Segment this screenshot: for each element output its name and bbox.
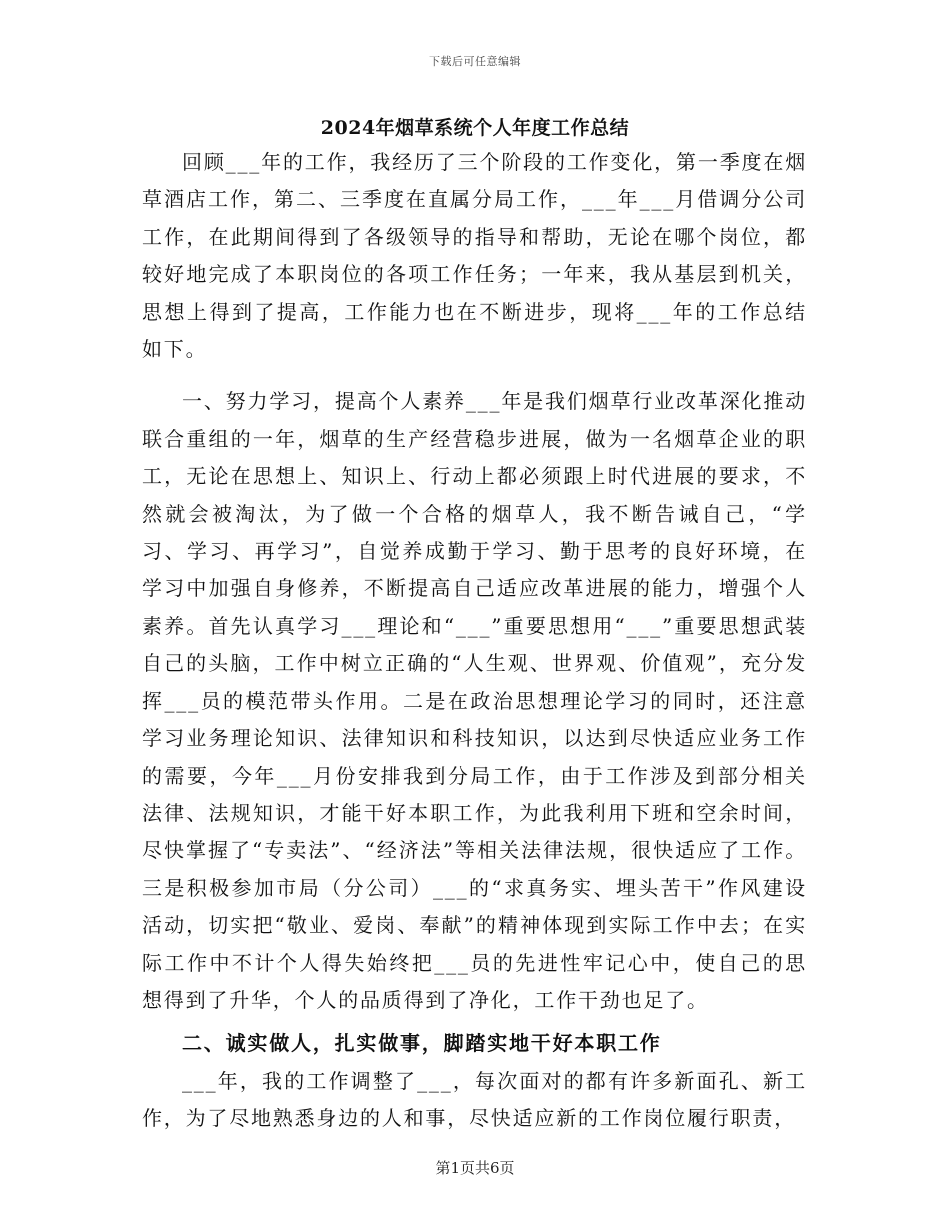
paragraph-intro: 回顾___年的工作，我经历了三个阶段的工作变化，第一季度在烟草酒店工作，第二、三季度在直属分局工作，___年___月借调分公司工作，在此期间得到了各级领导的指导和帮助，无论在哪个岗位，都较好地完成了本职岗位的各项工作任务；一年来，我从基层到机关，思想上得到了提高，工作能力也在不断进步，现将___年的工作总结如下。 [142,150,807,362]
page-indicator: 第1页共6页 [435,1159,515,1177]
paragraph-study: 一、努力学习，提高个人素养___年是我们烟草行业改革深化推动联合重组的一年，烟草的生产经营稳步进展，做为一名烟草企业的职工，无论在思想上、知识上、行动上都必须跟上时代进展的要求，不然就会被淘汰，为了做一个合格的烟草人，我不断告诫自己，“学习、学习、再学习”，自觉养成勤于学习、勤于思考的良好环境，在学习中加强自身修养，不断提高自己适应改革进展的能力，增强个人素养。首先认真学习___理论和“___”重要思想用“___”重要思想武装自己的头脑，工作中树立正确的“人生观、世界观、价值观”，充分发挥___员的模范带头作用。二是在政治思想理论学习的同时，还注意学习业务理论知识、法律知识和科技知识，以达到尽快适应业务工作的需要，今年___月份安排我到分局工作，由于工作涉及到部分相关法律、法规知识，才能干好本职工作，为此我利用下班和空余时间，尽快掌握了“专卖法”、“经济法”等相关法律法规，很快适应了工作。三是积极参加市局（分公司）___的“求真务实、埋头苦干”作风建设活动，切实把“敬业、爱岗、奉献”的精神体现到实际工作中去；在实际工作中不计个人得失始终把___员的先进性牢记心中，使自己的思想得到了升华，个人的品质得到了净化，工作干劲也足了。 [142,389,807,1012]
document-title: 2024年烟草系统个人年度工作总结 [320,117,630,139]
paragraph-work: ___年，我的工作调整了___，每次面对的都有许多新面孔、新工作，为了尽地熟悉身边的人和事，尽快适应新的工作岗位履行职责， [142,1068,807,1131]
document-body [142,144,807,1138]
section-heading-2: 二、诚实做人，扎实做事，脚踏实地干好本职工作 [182,1031,662,1056]
header-note: 下载后可任意编辑 [429,55,521,68]
